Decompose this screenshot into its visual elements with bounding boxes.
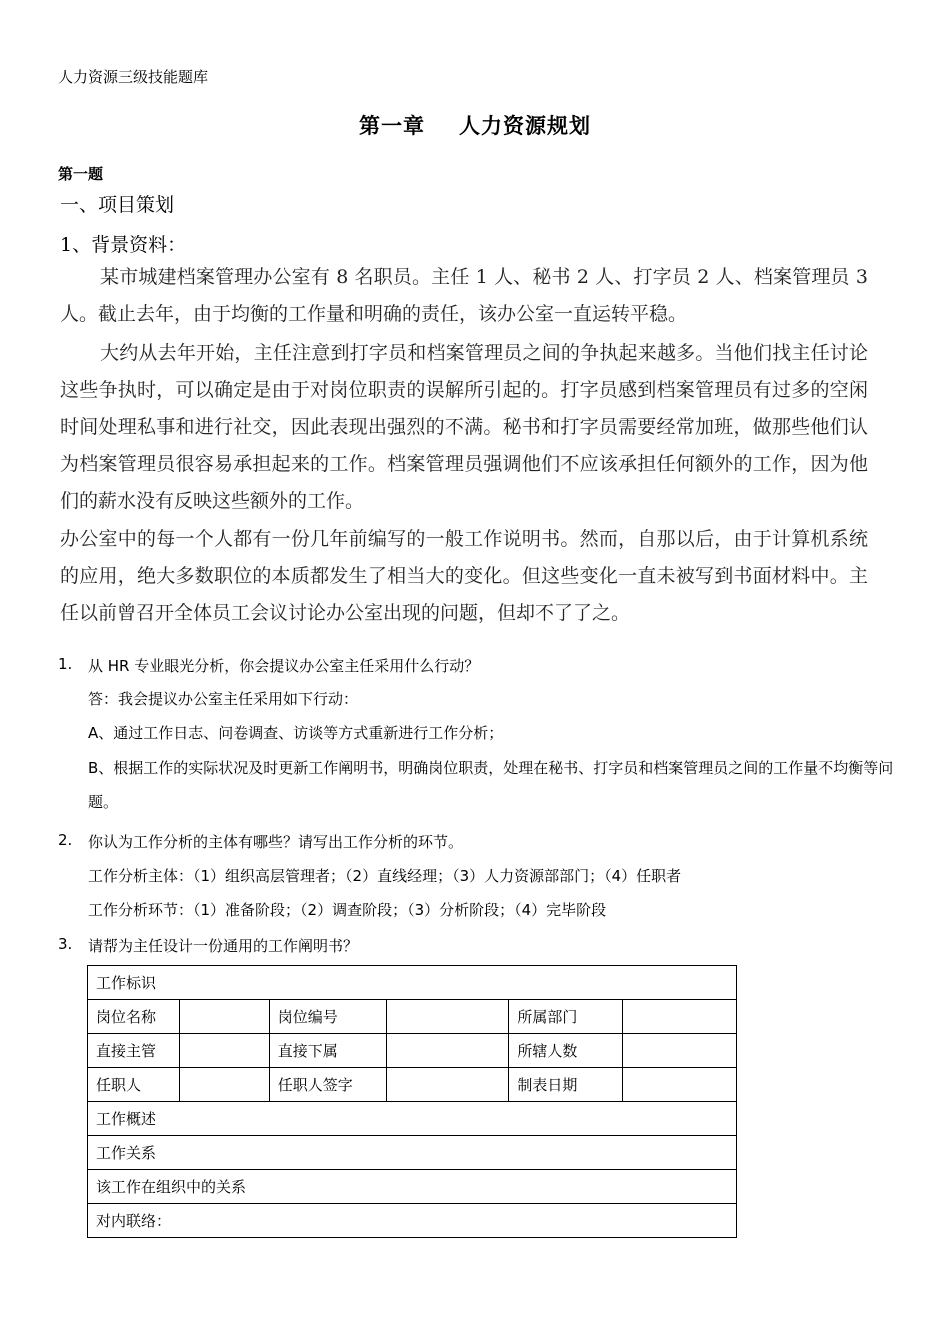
table-cell: 制表日期 [509,1068,623,1102]
table-cell [386,1000,509,1034]
chapter-title [0,110,950,140]
background-paragraph-3: 办公室中的每一个人都有一份几年前编写的一般工作说明书。然而，自那以后，由于计算机系统的应用，绝大多数职位的本质都发生了相当大的变化。但这些变化一直未被写到书面材料中。主任以前曾召开全体员工会议讨论办公室出现的问题，但却不了了之。 [60,528,868,624]
section-heading-background: 1、背景资料： [60,234,187,256]
table-cell: 直接下属 [269,1034,386,1068]
table-row [88,1204,737,1238]
answer-line: 工作分析主体：（1）组织高层管理者；（2）直线经理；（3）人力资源部部门；（4）任职者 [88,867,682,885]
table-cell [179,1000,269,1034]
answer-line: 答：我会提议办公室主任采用如下行动： [88,690,359,708]
question-number: 3. [58,935,73,953]
background-paragraph-1: 某市城建档案管理办公室有 8 名职员。主任 1 人、秘书 2 人、打字员 2 人、档案管理员 3 人。截止去年，由于均衡的工作量和明确的责任，该办公室一直运转平稳。 [60,266,868,325]
question-number: 1. [58,655,73,673]
table-cell [386,1068,509,1102]
question-text: 你认为工作分析的主体有哪些？请写出工作分析的环节。 [88,833,464,851]
table-cell: 直接主管 [88,1034,180,1068]
table-row [88,1000,737,1034]
question-text: 请帮为主任设计一份通用的工作阐明书？ [88,937,359,955]
table-row [88,1136,737,1170]
job-description-table [87,965,737,1238]
table-section-internal-contact: 对内联络： [88,1204,737,1238]
chapter-name: 人力资源规划 [459,114,591,138]
table-cell [386,1034,509,1068]
table-row [88,966,737,1000]
table-row [88,1034,737,1068]
answer-line: B、根据工作的实际状况及时更新工作阐明书，明确岗位职责，处理在秘书、打字员和档案管理员之间的工作量不均衡等问题。 [88,759,894,811]
table-cell: 岗位编号 [269,1000,386,1034]
table-cell: 任职人签字 [269,1068,386,1102]
table-cell [179,1068,269,1102]
table-cell: 岗位名称 [88,1000,180,1034]
table-cell: 任职人 [88,1068,180,1102]
table-section-identity: 工作标识 [88,966,737,1000]
background-paragraph-2: 大约从去年开始，主任注意到打字员和档案管理员之间的争执起来越多。当他们找主任讨论这些争执时，可以确定是由于对岗位职责的误解所引起的。打字员感到档案管理员有过多的空闲时间处理私事和进行社交，因此表现出强烈的不满。秘书和打字员需要经常加班，做那些他们认为档案管理员很容易承担起来的工作。档案管理员强调他们不应该承担任何额外的工作，因为他们的薪水没有反映这些额外的工作。 [60,342,868,512]
table-cell [623,1000,737,1034]
table-cell [623,1068,737,1102]
table-section-relations: 工作关系 [88,1136,737,1170]
question-number: 2. [58,831,73,849]
table-cell [623,1034,737,1068]
section-heading-project: 一、项目策划 [60,194,175,216]
table-cell [179,1034,269,1068]
table-cell: 所属部门 [509,1000,623,1034]
table-section-overview: 工作概述 [88,1102,737,1136]
table-row [88,1068,737,1102]
page-header: 人力资源三级技能题库 [58,68,209,86]
question-title: 第一题 [58,165,104,183]
question-text: 从 HR 专业眼光分析，你会提议办公室主任采用什么行动？ [88,657,480,675]
answer-line: 工作分析环节：（1）准备阶段；（2）调查阶段；（3）分析阶段；（4）完毕阶段 [88,901,607,919]
table-row [88,1170,737,1204]
answer-line: A、通过工作日志、问卷调查、访谈等方式重新进行工作分析； [88,724,504,742]
table-row [88,1102,737,1136]
table-cell: 所辖人数 [509,1034,623,1068]
table-section-org-relation: 该工作在组织中的关系 [88,1170,737,1204]
chapter-number: 第一章 [359,114,425,138]
